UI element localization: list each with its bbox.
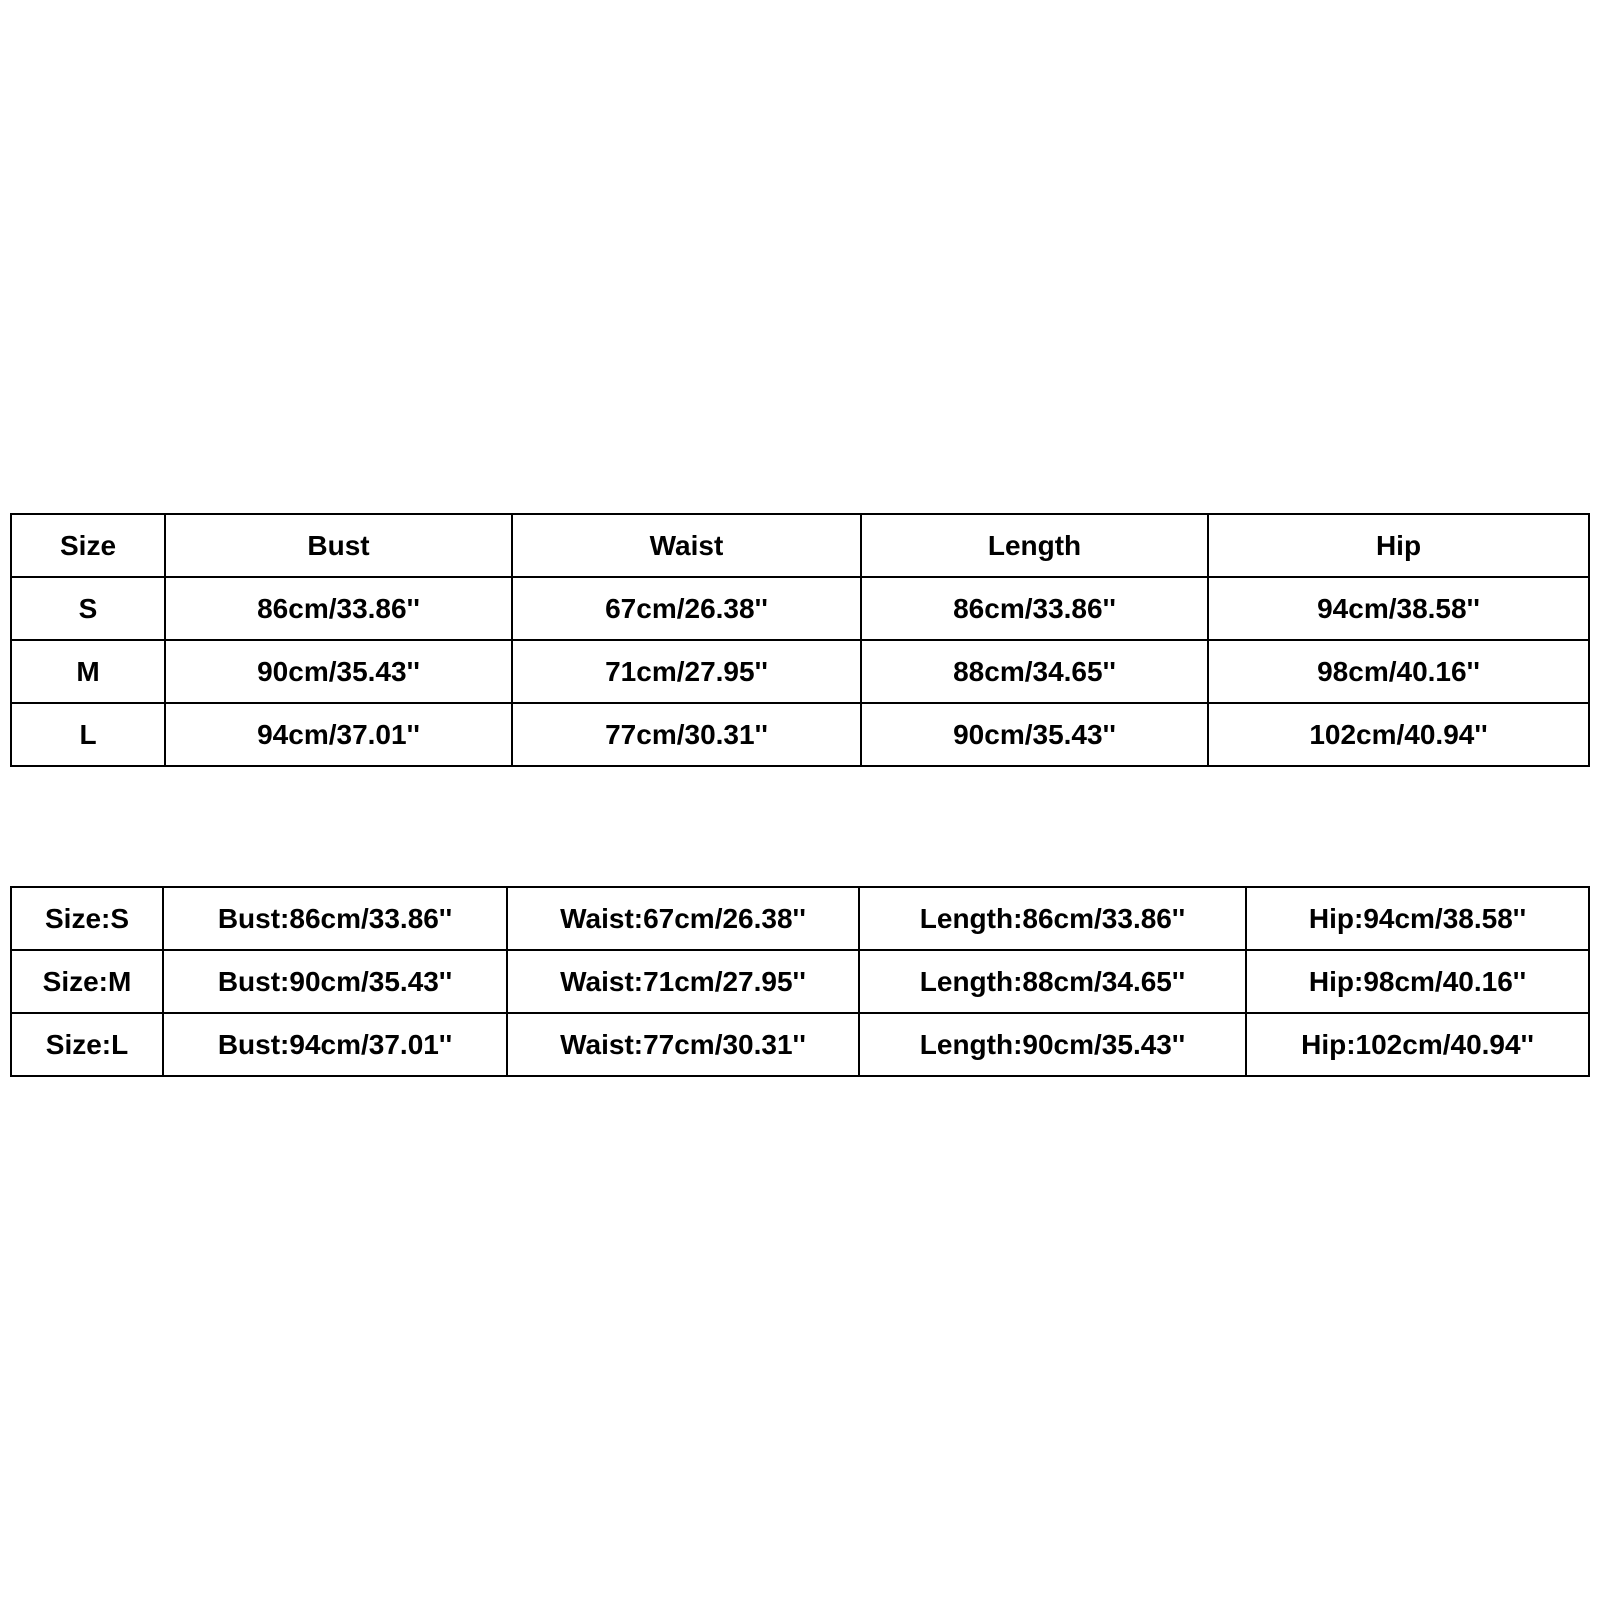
table-row <box>11 950 1589 1013</box>
header-hip: Hip <box>1208 514 1589 577</box>
cell-bust: 86cm/33.86'' <box>165 577 512 640</box>
table-row <box>11 577 1589 640</box>
cell-waist: 67cm/26.38'' <box>512 577 861 640</box>
table-row <box>11 887 1589 950</box>
cell-length: Length:90cm/35.43'' <box>859 1013 1246 1076</box>
cell-size: L <box>11 703 165 766</box>
cell-hip: 98cm/40.16'' <box>1208 640 1589 703</box>
header-length: Length <box>861 514 1208 577</box>
cell-hip: Hip:94cm/38.58'' <box>1246 887 1589 950</box>
cell-bust: Bust:86cm/33.86'' <box>163 887 507 950</box>
cell-size: Size:M <box>11 950 163 1013</box>
cell-hip: 102cm/40.94'' <box>1208 703 1589 766</box>
header-bust: Bust <box>165 514 512 577</box>
table-row <box>11 1013 1589 1076</box>
cell-bust: Bust:94cm/37.01'' <box>163 1013 507 1076</box>
cell-waist: Waist:67cm/26.38'' <box>507 887 859 950</box>
cell-length: Length:88cm/34.65'' <box>859 950 1246 1013</box>
cell-bust: Bust:90cm/35.43'' <box>163 950 507 1013</box>
cell-waist: Waist:77cm/30.31'' <box>507 1013 859 1076</box>
cell-hip: Hip:98cm/40.16'' <box>1246 950 1589 1013</box>
header-size: Size <box>11 514 165 577</box>
cell-waist: 71cm/27.95'' <box>512 640 861 703</box>
header-waist: Waist <box>512 514 861 577</box>
cell-length: 88cm/34.65'' <box>861 640 1208 703</box>
cell-length: Length:86cm/33.86'' <box>859 887 1246 950</box>
table-row <box>11 703 1589 766</box>
cell-size: S <box>11 577 165 640</box>
cell-size: M <box>11 640 165 703</box>
size-chart-inline-table <box>10 886 1590 1077</box>
cell-hip: Hip:102cm/40.94'' <box>1246 1013 1589 1076</box>
table-row <box>11 640 1589 703</box>
cell-bust: 94cm/37.01'' <box>165 703 512 766</box>
size-chart-table <box>10 513 1590 767</box>
cell-size: Size:S <box>11 887 163 950</box>
cell-hip: 94cm/38.58'' <box>1208 577 1589 640</box>
cell-waist: 77cm/30.31'' <box>512 703 861 766</box>
cell-size: Size:L <box>11 1013 163 1076</box>
cell-waist: Waist:71cm/27.95'' <box>507 950 859 1013</box>
cell-length: 90cm/35.43'' <box>861 703 1208 766</box>
cell-length: 86cm/33.86'' <box>861 577 1208 640</box>
cell-bust: 90cm/35.43'' <box>165 640 512 703</box>
table-header-row <box>11 514 1589 577</box>
